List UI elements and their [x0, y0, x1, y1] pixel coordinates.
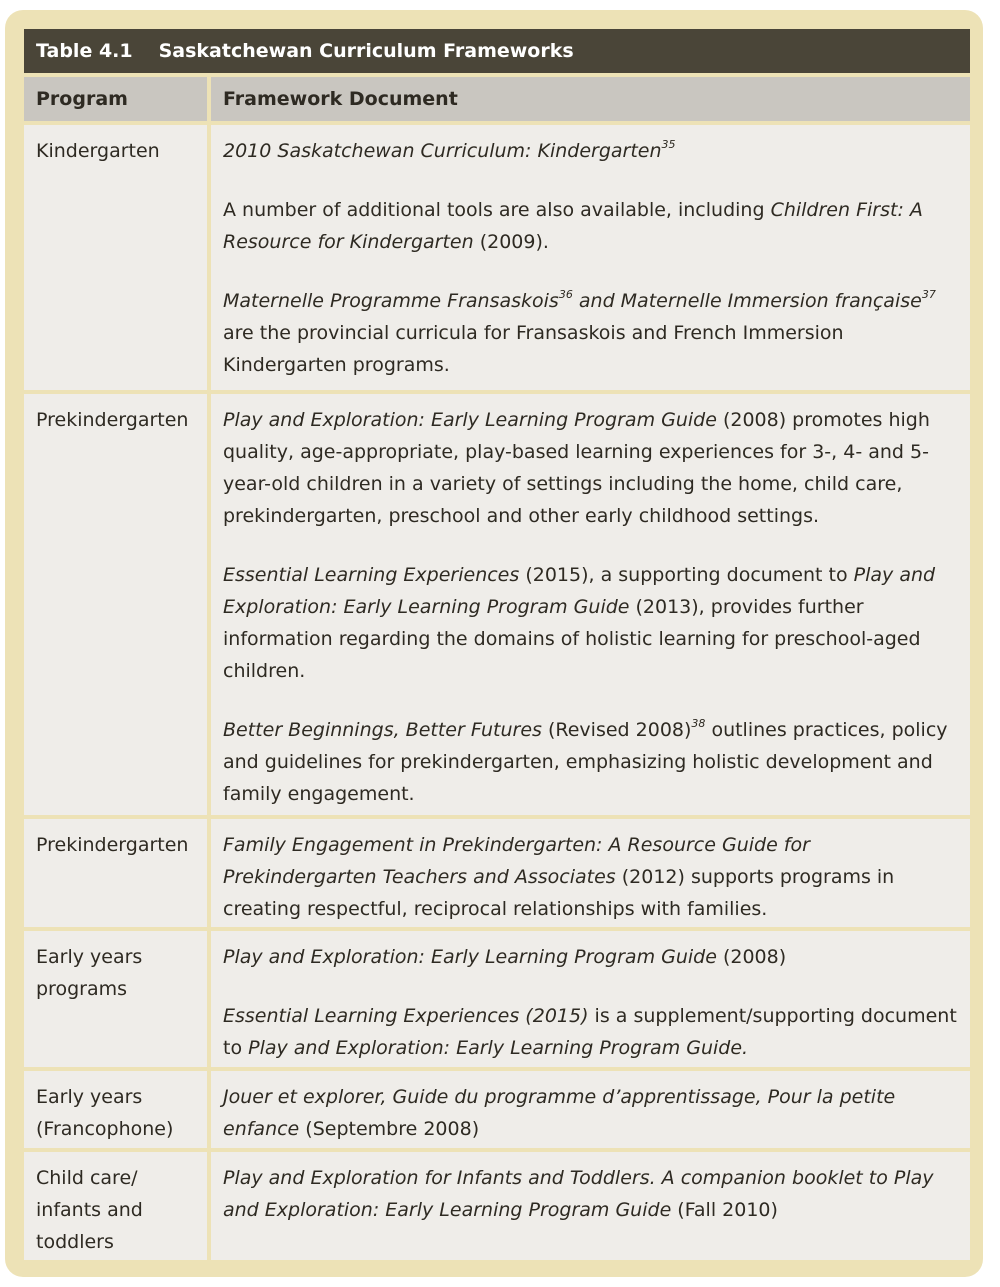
table-caption: [24, 29, 970, 73]
document-title: Family Engagement in Prekindergarten: A Resource Guide for Prekindergarten Teachers and Associates: [223, 834, 810, 888]
text-run: A number of additional tools are also available, including: [223, 199, 771, 221]
framework-cell: [211, 931, 970, 1067]
document-title: Better Beginnings, Better Futures: [223, 719, 542, 741]
framework-paragraph: [223, 559, 960, 687]
framework-cell: [211, 125, 970, 390]
text-run: (2012) supports programs in creating respectful, reciprocal relationships with families.: [223, 866, 895, 920]
text-run: (Fall 2010): [671, 1199, 778, 1221]
document-title: Play and Exploration: Early Learning Program Guide: [223, 564, 936, 618]
text-run: outlines practices, policy and guidelines for prekindergarten, emphasizing holistic development and family engagement.: [223, 719, 948, 805]
document-title: Maternelle Programme Fransaskois: [223, 290, 559, 312]
framework-cell: [211, 1071, 970, 1148]
framework-cell: [211, 394, 970, 815]
framework-paragraph: [223, 1000, 960, 1064]
framework-paragraph: [223, 829, 960, 925]
document-title: Jouer et explorer, Guide du programme d’apprentissage, Pour la petite enfance: [223, 1086, 896, 1140]
text-run: (Revised 2008): [541, 719, 692, 741]
table-row: [24, 394, 970, 815]
document-title: Essential Learning Experiences (2015): [223, 1005, 589, 1027]
framework-paragraph: [223, 135, 960, 167]
framework-paragraph: [223, 404, 960, 532]
footnote-ref: 38: [691, 717, 706, 730]
footnote-ref: 37: [921, 288, 936, 301]
framework-paragraph: [223, 941, 960, 973]
table-frame: [5, 10, 983, 1277]
framework-paragraph: [223, 1162, 960, 1226]
text-run: (2009).: [473, 231, 549, 253]
text-run: (2008) promotes high quality, age-appropriate, play-based learning experiences for 3-, 4- and 5-year-old children in a variety of settings including the home, child care, prekindergarten, preschool and other early childhood settings.: [223, 409, 930, 527]
document-title: Play and Exploration: Early Learning Program Guide: [223, 946, 717, 968]
document-title: Play and Exploration: Early Learning Program Guide.: [248, 1037, 749, 1059]
framework-paragraph: [223, 1081, 960, 1145]
table-row: [24, 1071, 970, 1148]
framework-cell: [211, 819, 970, 927]
program-cell: Early years (Francophone): [24, 1071, 207, 1148]
program-cell: Child care/ infants and toddlers: [24, 1152, 207, 1260]
text-run: (Septembre 2008): [299, 1118, 480, 1140]
table-header-row: [24, 77, 970, 121]
text-run: are the provincial curricula for Fransaskois and French Immersion Kindergarten programs.: [223, 322, 844, 376]
footnote-ref: 36: [558, 288, 573, 301]
header-framework-document: Framework Document: [211, 77, 970, 121]
document-title: Essential Learning Experiences: [223, 564, 520, 586]
document-title: Play and Exploration for Infants and Toddlers. A companion booklet to Play and Exploration: Early Learning Program Guide: [223, 1167, 934, 1221]
document-title: Play and Exploration: Early Learning Program Guide: [223, 409, 717, 431]
table-row: [24, 125, 970, 390]
framework-paragraph: [223, 194, 960, 258]
text-run: (2013), provides further information regarding the domains of holistic learning for preschool-aged children.: [223, 596, 921, 682]
text-run: (2015), a supporting document to: [519, 564, 854, 586]
program-cell: Kindergarten: [24, 125, 207, 390]
framework-paragraph: [223, 285, 960, 381]
program-cell: Prekindergarten: [24, 394, 207, 815]
text-run: (2008): [716, 946, 787, 968]
document-title: Children First: A Resource for Kindergarten: [223, 199, 923, 253]
table-title: Saskatchewan Curriculum Frameworks: [158, 40, 574, 62]
framework-cell: [211, 1152, 970, 1260]
table-row: [24, 931, 970, 1067]
footnote-ref: 35: [661, 138, 676, 151]
document-title: and Maternelle Immersion française: [572, 290, 922, 312]
program-cell: Prekindergarten: [24, 819, 207, 927]
text-run: is a supplement/supporting document to: [223, 1005, 957, 1059]
program-cell: Early years programs: [24, 931, 207, 1067]
table-row: [24, 819, 970, 927]
document-title: 2010 Saskatchewan Curriculum: Kindergarten: [223, 140, 662, 162]
table-row: [24, 1152, 970, 1260]
framework-paragraph: [223, 714, 960, 810]
header-program: Program: [24, 77, 207, 121]
table-number: Table 4.1: [36, 40, 133, 62]
curriculum-table: [24, 29, 970, 1260]
